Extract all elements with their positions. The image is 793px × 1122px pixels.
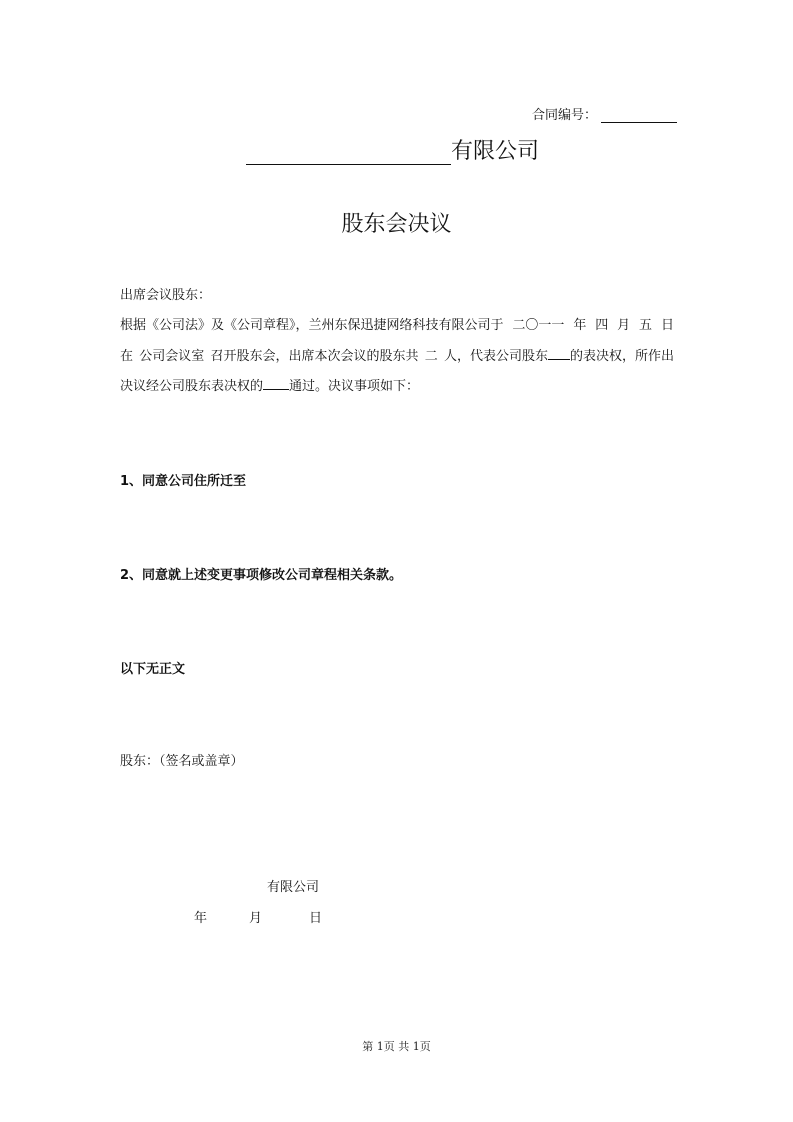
body-line-3 — [120, 345, 674, 364]
body-line-4: 决议经公司股东表决权的 通过。决议事项如下： — [120, 379, 420, 394]
company-heading-suffix: 有限公司 — [451, 139, 540, 164]
body-line-3-convene: 召开股东会，出席本次会议的股东共 — [210, 349, 419, 364]
sign-date — [194, 907, 322, 926]
page-footer: 第 1页 共 1页 — [362, 1040, 431, 1053]
company-heading — [246, 134, 539, 165]
document-title: 股东会决议 — [341, 212, 452, 237]
body-line-2-month: 四 — [595, 318, 609, 333]
body-line-2 — [120, 314, 674, 333]
attendees-label: 出席会议股东： — [120, 288, 212, 303]
body-line-3-place: 公司会议室 — [139, 349, 205, 364]
shareholder-signature-label: 股东：（签名或盖章） — [120, 754, 244, 769]
contract-number-label: 合同编号： — [532, 108, 598, 123]
body-line-2-day: 五 — [639, 318, 653, 333]
body-line-2-year-unit: 年 — [573, 318, 587, 333]
sign-date-year: 年 — [194, 911, 208, 926]
body-line-3-at: 在 — [120, 349, 134, 364]
sign-date-month: 月 — [249, 911, 263, 926]
approval-ratio-blank[interactable] — [263, 377, 289, 390]
sign-date-day: 日 — [309, 911, 323, 926]
body-line-3-represent: 人，代表公司股东 的表决权，所作出 — [443, 349, 674, 364]
company-name-blank[interactable] — [246, 140, 451, 165]
body-line-2-year: 二〇一一 — [512, 318, 565, 333]
body-line-2-month-unit: 月 — [617, 318, 631, 333]
body-line-2-intro: 根据《公司法》及《公司章程》，兰州东保迅捷网络科技有限公司于 — [120, 318, 504, 333]
body-line-2-day-unit: 日 — [660, 318, 674, 333]
voting-share-blank[interactable] — [548, 347, 570, 360]
contract-number-blank[interactable] — [601, 108, 677, 123]
contract-number — [532, 104, 677, 123]
resolution-item-2: 2、同意就上述变更事项修改公司章程相关条款。 — [120, 568, 403, 583]
resolution-item-1: 1、同意公司住所迁至 — [120, 474, 247, 489]
sign-company-name: 有限公司 — [267, 880, 320, 895]
no-further-text: 以下无正文 — [120, 662, 186, 677]
body-line-3-count: 二 — [424, 349, 438, 364]
